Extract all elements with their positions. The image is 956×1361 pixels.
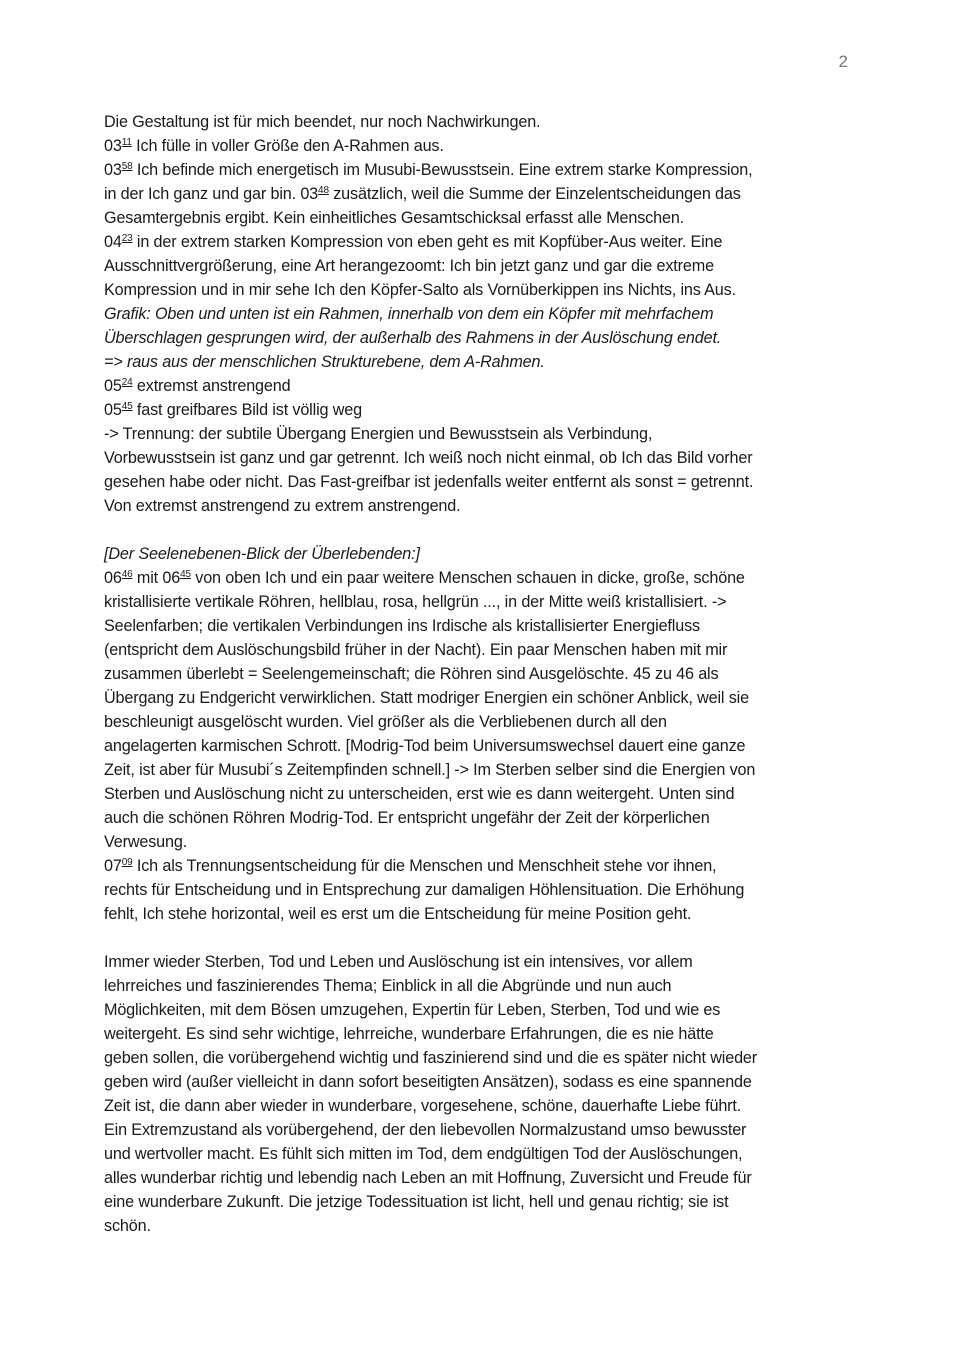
text-line: Vorbewusstsein ist ganz und gar getrennt. Ich weiß noch nicht einmal, ob Ich das Bild vorher (104, 449, 753, 467)
text-line: Ausschnittvergrößerung, eine Art herangezoomt: Ich bin jetzt ganz und gar die extreme (104, 257, 714, 275)
italic-line: => raus aus der menschlichen Strukturebene, dem A-Rahmen. (104, 353, 545, 371)
text-line: Immer wieder Sterben, Tod und Leben und Auslöschung ist ein intensives, vor allem (104, 953, 693, 971)
text-line: gesehen habe oder nicht. Das Fast-greifbar ist jedenfalls weiter entfernt als sonst = getrennt. (104, 473, 754, 491)
text-line: Verwesung. (104, 833, 188, 851)
page-number: 2 (838, 52, 848, 71)
text-line: und wertvoller macht. Es fühlt sich mitten im Tod, dem endgültigen Tod der Auslöschungen, (104, 1145, 743, 1163)
text-line: schön. (104, 1217, 151, 1235)
text-line: -> Trennung: der subtile Übergang Energien und Bewusstsein als Verbindung, (104, 425, 653, 443)
italic-line: Grafik: Oben und unten ist ein Rahmen, innerhalb von dem ein Köpfer mit mehrfachem (104, 305, 714, 323)
paragraph-2 (104, 542, 864, 926)
text-line: Die Gestaltung ist für mich beendet, nur noch Nachwirkungen. (104, 113, 541, 131)
text-line: geben sollen, die vorübergehend wichtig und faszinierend sind und die es später nicht wieder (104, 1049, 758, 1067)
text-line: Kompression und in mir sehe Ich den Köpfer-Salto als Vornüberkippen ins Nichts, ins Aus. (104, 281, 736, 299)
spacer (104, 518, 864, 542)
timestamp-line: $04^{23}$ in der extrem starken Kompression von eben geht es mit Kopfüber-Aus weiter. Eine (104, 233, 723, 251)
text-line: zusammen überlebt = Seelengemeinschaft; die Röhren sind Ausgelöschte. 45 zu 46 als (104, 665, 719, 683)
text-line: rechts für Entscheidung und in Entsprechung zur damaligen Höhlensituation. Die Erhöhung (104, 881, 745, 899)
text-line: Gesamtergebnis ergibt. Kein einheitliches Gesamtschicksal erfasst alle Menschen. (104, 209, 685, 227)
text-line: lehrreiches und faszinierendes Thema; Einblick in all die Abgründe und nun auch (104, 977, 672, 995)
text-line: Zeit, ist aber für Musubi´s Zeitempfinden schnell.] -> Im Sterben selber sind die Energien von (104, 761, 756, 779)
paragraph-1 (104, 110, 864, 518)
timestamp-line: $05^{24}$ extremst anstrengend (104, 377, 291, 395)
text-line: Sterben und Auslöschung nicht zu unterscheiden, erst wie es dann weitergeht. Unten sind (104, 785, 735, 803)
document-body (104, 110, 864, 1238)
spacer (104, 926, 864, 950)
text-line: Seelenfarben; die vertikalen Verbindungen ins Irdische als kristallisierter Energiefluss (104, 617, 700, 635)
text-line: beschleunigt ausgelöscht wurden. Viel größer als die Verbliebenen durch all den (104, 713, 667, 731)
text-line: angelagerten karmischen Schrott. [Modrig-Tod beim Universumswechsel dauert eine ganze (104, 737, 746, 755)
text-line: Ein Extremzustand als vorübergehend, der den liebevollen Normalzustand umso bewusster (104, 1121, 747, 1139)
timestamp-line: $07^{09}$ Ich als Trennungsentscheidung für die Menschen und Menschheit stehe vor ihnen, (104, 857, 717, 875)
text-line: Möglichkeiten, mit dem Bösen umzugehen, Expertin für Leben, Sterben, Tod und wie es (104, 1001, 721, 1019)
timestamp-line: $03^{58}$ Ich befinde mich energetisch im Musubi-Bewusstsein. Eine extrem starke Kompression, (104, 161, 753, 179)
timestamp-line: $03^{11}$ Ich fülle in voller Größe den A-Rahmen aus. (104, 137, 444, 155)
text-line: alles wunderbar richtig und lebendig nach Leben an mit Hoffnung, Zuversicht und Freude für (104, 1169, 752, 1187)
text-line: (entspricht dem Auslöschungsbild früher in der Nacht). Ein paar Menschen haben mit mir (104, 641, 728, 659)
text-line: in der Ich ganz und gar bin. $03^{48}$ zusätzlich, weil die Summe der Einzelentscheidungen das (104, 185, 741, 203)
text-line: weitergeht. Es sind sehr wichtige, lehrreiche, wunderbare Erfahrungen, die es nie hätte (104, 1025, 714, 1043)
text-line: Übergang zu Endgericht verwirklichen. Statt modriger Energien ein schöner Anblick, weil sie (104, 689, 749, 707)
paragraph-3 (104, 950, 864, 1238)
text-line: fehlt, Ich stehe horizontal, weil es erst um die Entscheidung für meine Position geht. (104, 905, 692, 923)
text-line: auch die schönen Röhren Modrig-Tod. Er entspricht ungefähr der Zeit der körperlichen (104, 809, 710, 827)
italic-line: Überschlagen gesprungen wird, der außerhalb des Rahmens in der Auslöschung endet. (104, 329, 722, 347)
text-line: geben wird (außer vielleicht in dann sofort beseitigten Ansätzen), sodass es eine spannende (104, 1073, 752, 1091)
text-line: Zeit ist, die dann aber wieder in wunderbare, vorgesehene, schöne, dauerhafte Liebe führt. (104, 1097, 742, 1115)
timestamp-line: $06^{46}$ mit $06^{45}$ von oben Ich und ein paar weitere Menschen schauen in dicke, große, schöne (104, 569, 745, 587)
section-heading: [Der Seelenebenen-Blick der Überlebenden:] (104, 545, 420, 563)
text-line: Von extremst anstrengend zu extrem anstrengend. (104, 497, 461, 515)
timestamp-line: $05^{45}$ fast greifbares Bild ist völlig weg (104, 401, 362, 419)
text-line: kristallisierte vertikale Röhren, hellblau, rosa, hellgrün ..., in der Mitte weiß kristallisiert. -> (104, 593, 727, 611)
text-line: eine wunderbare Zukunft. Die jetzige Todessituation ist licht, hell und genau richtig; sie ist (104, 1193, 729, 1211)
